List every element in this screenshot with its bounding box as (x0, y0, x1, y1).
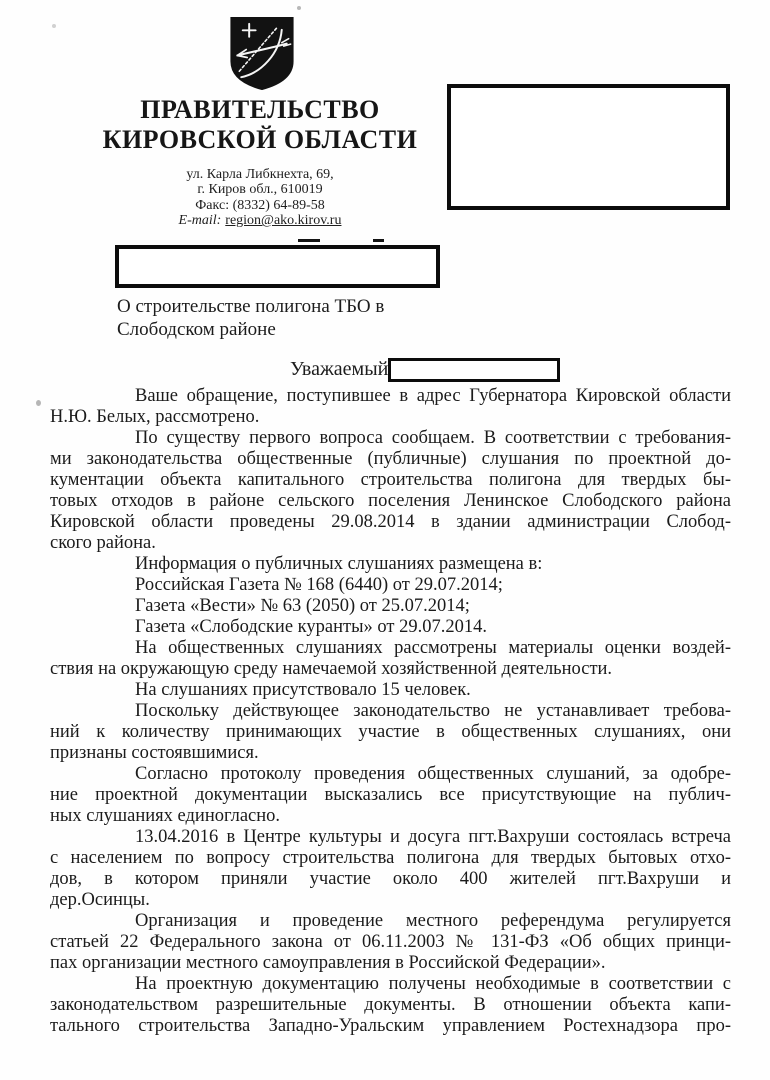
scan-artifact-speck (52, 24, 56, 28)
org-contact-block (85, 167, 435, 229)
email-label: E-mail: (178, 213, 222, 229)
org-name-line-2: КИРОВСКОЙ ОБЛАСТИ (102, 125, 418, 154)
salutation: Уважаемый (290, 358, 389, 380)
body-line: На общественных слушаниях рассмотрены материалы оценки воздей- (135, 638, 731, 658)
body-line: На слушаниях присутствовало 15 человек. (135, 680, 471, 700)
body-line: пах организации местного самоуправления в Российской Федерации». (50, 953, 606, 973)
body-line: Газета «Слободские куранты» от 29.07.2014. (135, 617, 487, 637)
subject-line-2: Слободском районе (117, 319, 276, 340)
body-line: Российская Газета № 168 (6440) от 29.07.2014; (135, 575, 503, 595)
body-line: Согласно протоколу проведения общественных слушаний, за одобре- (135, 764, 731, 784)
paragraph (50, 428, 731, 554)
body-line: Информация о публичных слушаниях размещена в: (135, 554, 543, 574)
scan-artifact-tick (373, 239, 384, 242)
paragraph (50, 911, 731, 974)
body-line: ний к количеству принимающих участие в общественных слушаниях, они (50, 722, 731, 742)
body-line: На проектную документацию получены необходимые в соответствии с (135, 974, 731, 994)
body-line: законодательством разрешительные документы. В отношении объекта капи- (50, 995, 731, 1015)
body-line: ных слушаниях единогласно. (50, 806, 281, 826)
body-line: кументации объекта капитального строительства полигона для твердых бы- (50, 470, 731, 490)
paragraph (50, 554, 731, 575)
scan-artifact-speck (36, 400, 41, 406)
body-line: ского района. (50, 533, 156, 553)
recipient-redaction-box (447, 84, 730, 210)
paragraph (50, 680, 731, 701)
body-line: товых отходов в районе сельского поселения Ленинское Слободского района (50, 491, 731, 511)
body-line: признаны состоявшимися. (50, 743, 259, 763)
body-line: ствия на окружающую среду намечаемой хозяйственной деятельности. (50, 659, 613, 679)
addressee-name-redaction-box (388, 358, 560, 382)
paragraph (50, 764, 731, 827)
paragraph (50, 596, 731, 617)
paragraph (50, 386, 731, 428)
scan-artifact-tick (298, 239, 320, 242)
body-line: Газета «Вести» № 63 (2050) от 25.07.2014; (135, 596, 470, 616)
body-line: Поскольку действующее законодательство не устанавливает требова- (135, 701, 731, 721)
body-line: ми законодательства общественные (публичные) слушания по проектной до- (50, 449, 731, 469)
body-line: Организация и проведение местного референдума регулируется (135, 911, 731, 931)
coat-of-arms-icon (229, 16, 295, 91)
paragraph (50, 617, 731, 638)
paragraph (50, 638, 731, 680)
org-name-line-1: ПРАВИТЕЛЬСТВО (140, 95, 380, 124)
subject-block (117, 295, 384, 341)
scan-artifact-speck (297, 6, 301, 10)
body-line: Н.Ю. Белых, рассмотрено. (50, 407, 260, 427)
org-email (85, 213, 435, 228)
body-line: дов, в котором приняли участие около 400 жителей пгт.Вахруши и (50, 869, 731, 889)
body-line: 13.04.2016 в Центре культуры и досуга пгт.Вахруши состоялась встреча (135, 827, 731, 847)
paragraph (50, 827, 731, 911)
paragraph (50, 974, 731, 1037)
body-line: дер.Осинцы. (50, 890, 150, 910)
body-line: с населением по вопросу строительства полигона для твердых бытовых отхо- (50, 848, 731, 868)
org-address-city: г. Киров обл., 610019 (197, 182, 323, 198)
paragraph (50, 575, 731, 596)
org-fax: Факс: (8332) 64-89-58 (195, 197, 325, 213)
body-line: Ваше обращение, поступившее в адрес Губернатора Кировской области (135, 386, 731, 406)
letter-body (50, 386, 731, 1037)
body-line: Кировской области проведены 29.08.2014 в здании администрации Слобод- (50, 512, 731, 532)
email-address: region@ako.kirov.ru (225, 213, 342, 229)
subject-line-1: О строительстве полигона ТБО в (117, 296, 385, 317)
body-line: ние проектной документации высказались все присутствующие на публич- (50, 785, 731, 805)
body-line: статьей 22 Федерального закона от 06.11.2003 № 131-ФЗ «Об общих принци- (50, 932, 731, 952)
body-line: тального строительства Западно-Уральским управлением Ростехнадзора про- (50, 1016, 731, 1036)
org-name (85, 95, 435, 155)
paragraph (50, 701, 731, 764)
body-line: По существу первого вопроса сообщаем. В соответствии с требования- (135, 428, 731, 448)
reference-number-redaction-box (115, 245, 440, 288)
org-address-street: ул. Карла Либкнехта, 69, (186, 167, 334, 182)
